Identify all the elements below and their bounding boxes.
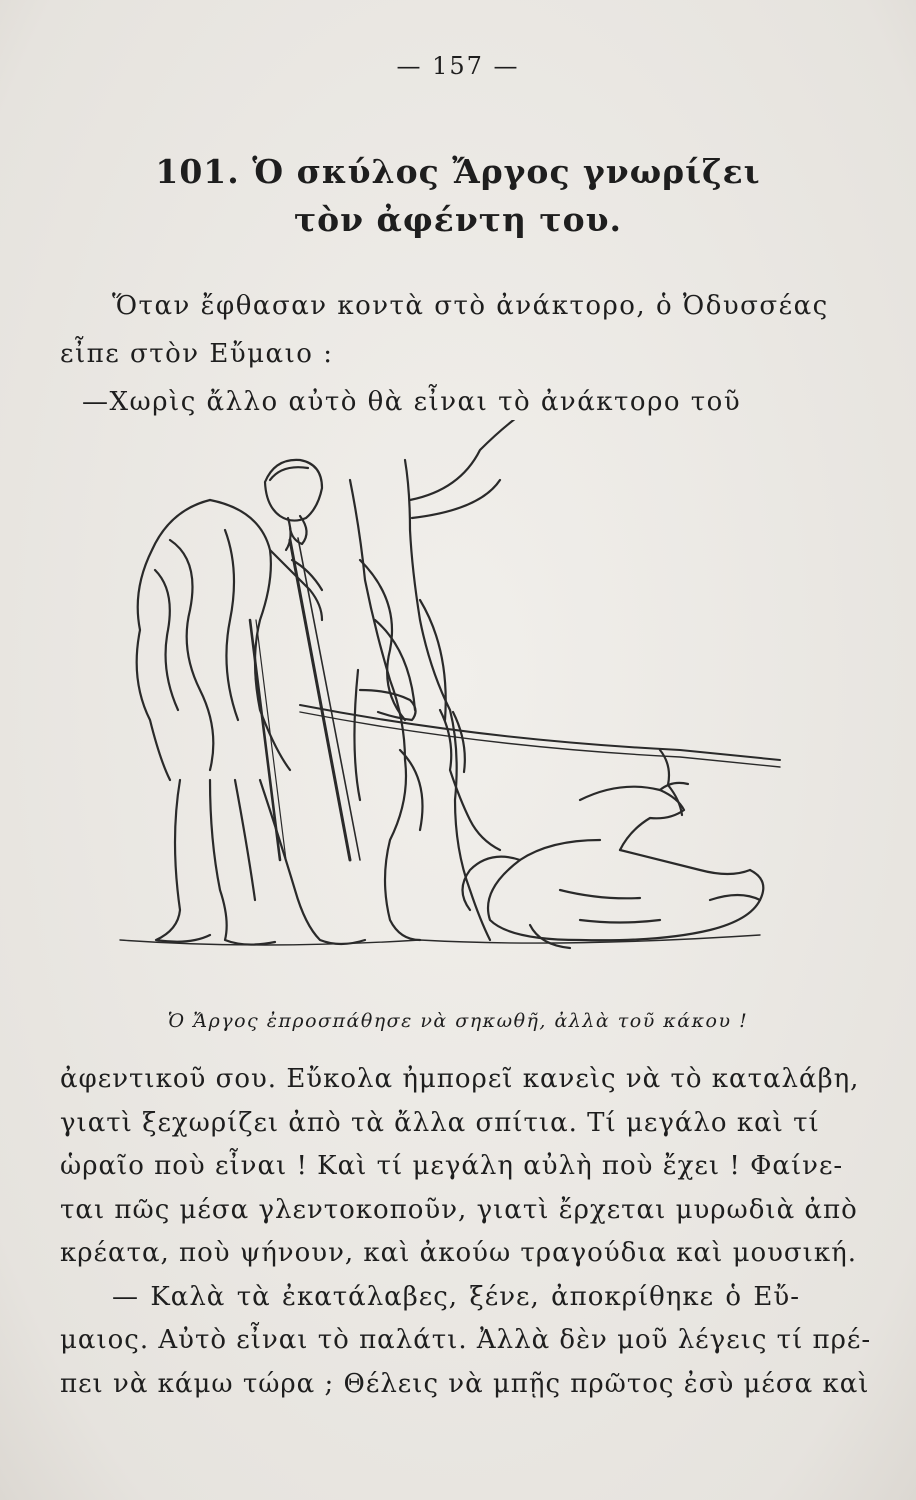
body-line-2: γιατὶ ξεχωρίζει ἀπὸ τὰ ἄλλα σπίτια. Τί μεγάλο καὶ τί — [60, 1107, 820, 1138]
illustration-caption: Ὁ Ἄργος ἐπροσπάθησε νὰ σηκωθῆ, ἀλλὰ τοῦ κάκου ! — [167, 1010, 749, 1032]
rope-and-post — [300, 705, 780, 850]
intro-line-1: Ὅταν ἔφθασαν κοντὰ στὸ ἀνάκτορο, ὁ Ὀδυσσέας — [112, 291, 829, 321]
intro-line-3: —Χωρὶς ἄλλο αὐτὸ θὰ εἶναι τὸ ἀνάκτορο τοῦ — [82, 387, 742, 417]
chapter-title-text-1: Ὁ σκύλος Ἄργος γνωρίζει — [252, 152, 761, 191]
intro-line-2: εἶπε στὸν Εὔμαιο : — [60, 339, 334, 369]
odysseus-figure — [137, 460, 365, 945]
body-paragraph — [60, 1058, 872, 1406]
intro-paragraph — [60, 282, 829, 426]
tree-trunk — [350, 420, 520, 940]
chapter-title-line-1 — [60, 148, 856, 196]
chapter-number: 101. — [155, 152, 240, 191]
body-line-7: μαιος. Αὐτὸ εἶναι τὸ παλάτι. Ἀλλὰ δὲν μοῦ λέγεις τί πρέ- — [60, 1325, 872, 1355]
body-line-6: — Καλὰ τὰ ἐκατάλαβες, ξένε, ἀποκρίθηκε ὁ Εὔ- — [112, 1281, 800, 1312]
argos-dog — [463, 783, 764, 948]
body-line-3: ὡραῖο ποὺ εἶναι ! Καὶ τί μεγάλη αὐλὴ ποὺ ἔχει ! Φαίνε- — [60, 1151, 844, 1181]
chapter-title — [60, 148, 856, 244]
body-line-8: πει νὰ κάμω τώρα ; Θέλεις νὰ μπῇς πρῶτος ἐσὺ μέσα καὶ — [60, 1368, 870, 1399]
body-line-4: ται πῶς μέσα γλεντοκοποῦν, γιατὶ ἔρχεται μυρωδιὰ ἀπὸ — [60, 1194, 858, 1225]
body-line-1: ἀφεντικοῦ σου. Εὔκολα ἠμπορεῖ κανεὶς νὰ τὸ καταλάβη, — [60, 1064, 860, 1094]
page-number: — 157 — — [396, 52, 520, 80]
body-line-5: κρέατα, ποὺ ψήνουν, καὶ ἀκούω τραγούδια καὶ μουσική. — [60, 1238, 857, 1268]
illustration-odysseus-and-argos — [60, 420, 820, 1000]
chapter-title-line-2: τὸν ἀφέντη του. — [293, 200, 623, 239]
